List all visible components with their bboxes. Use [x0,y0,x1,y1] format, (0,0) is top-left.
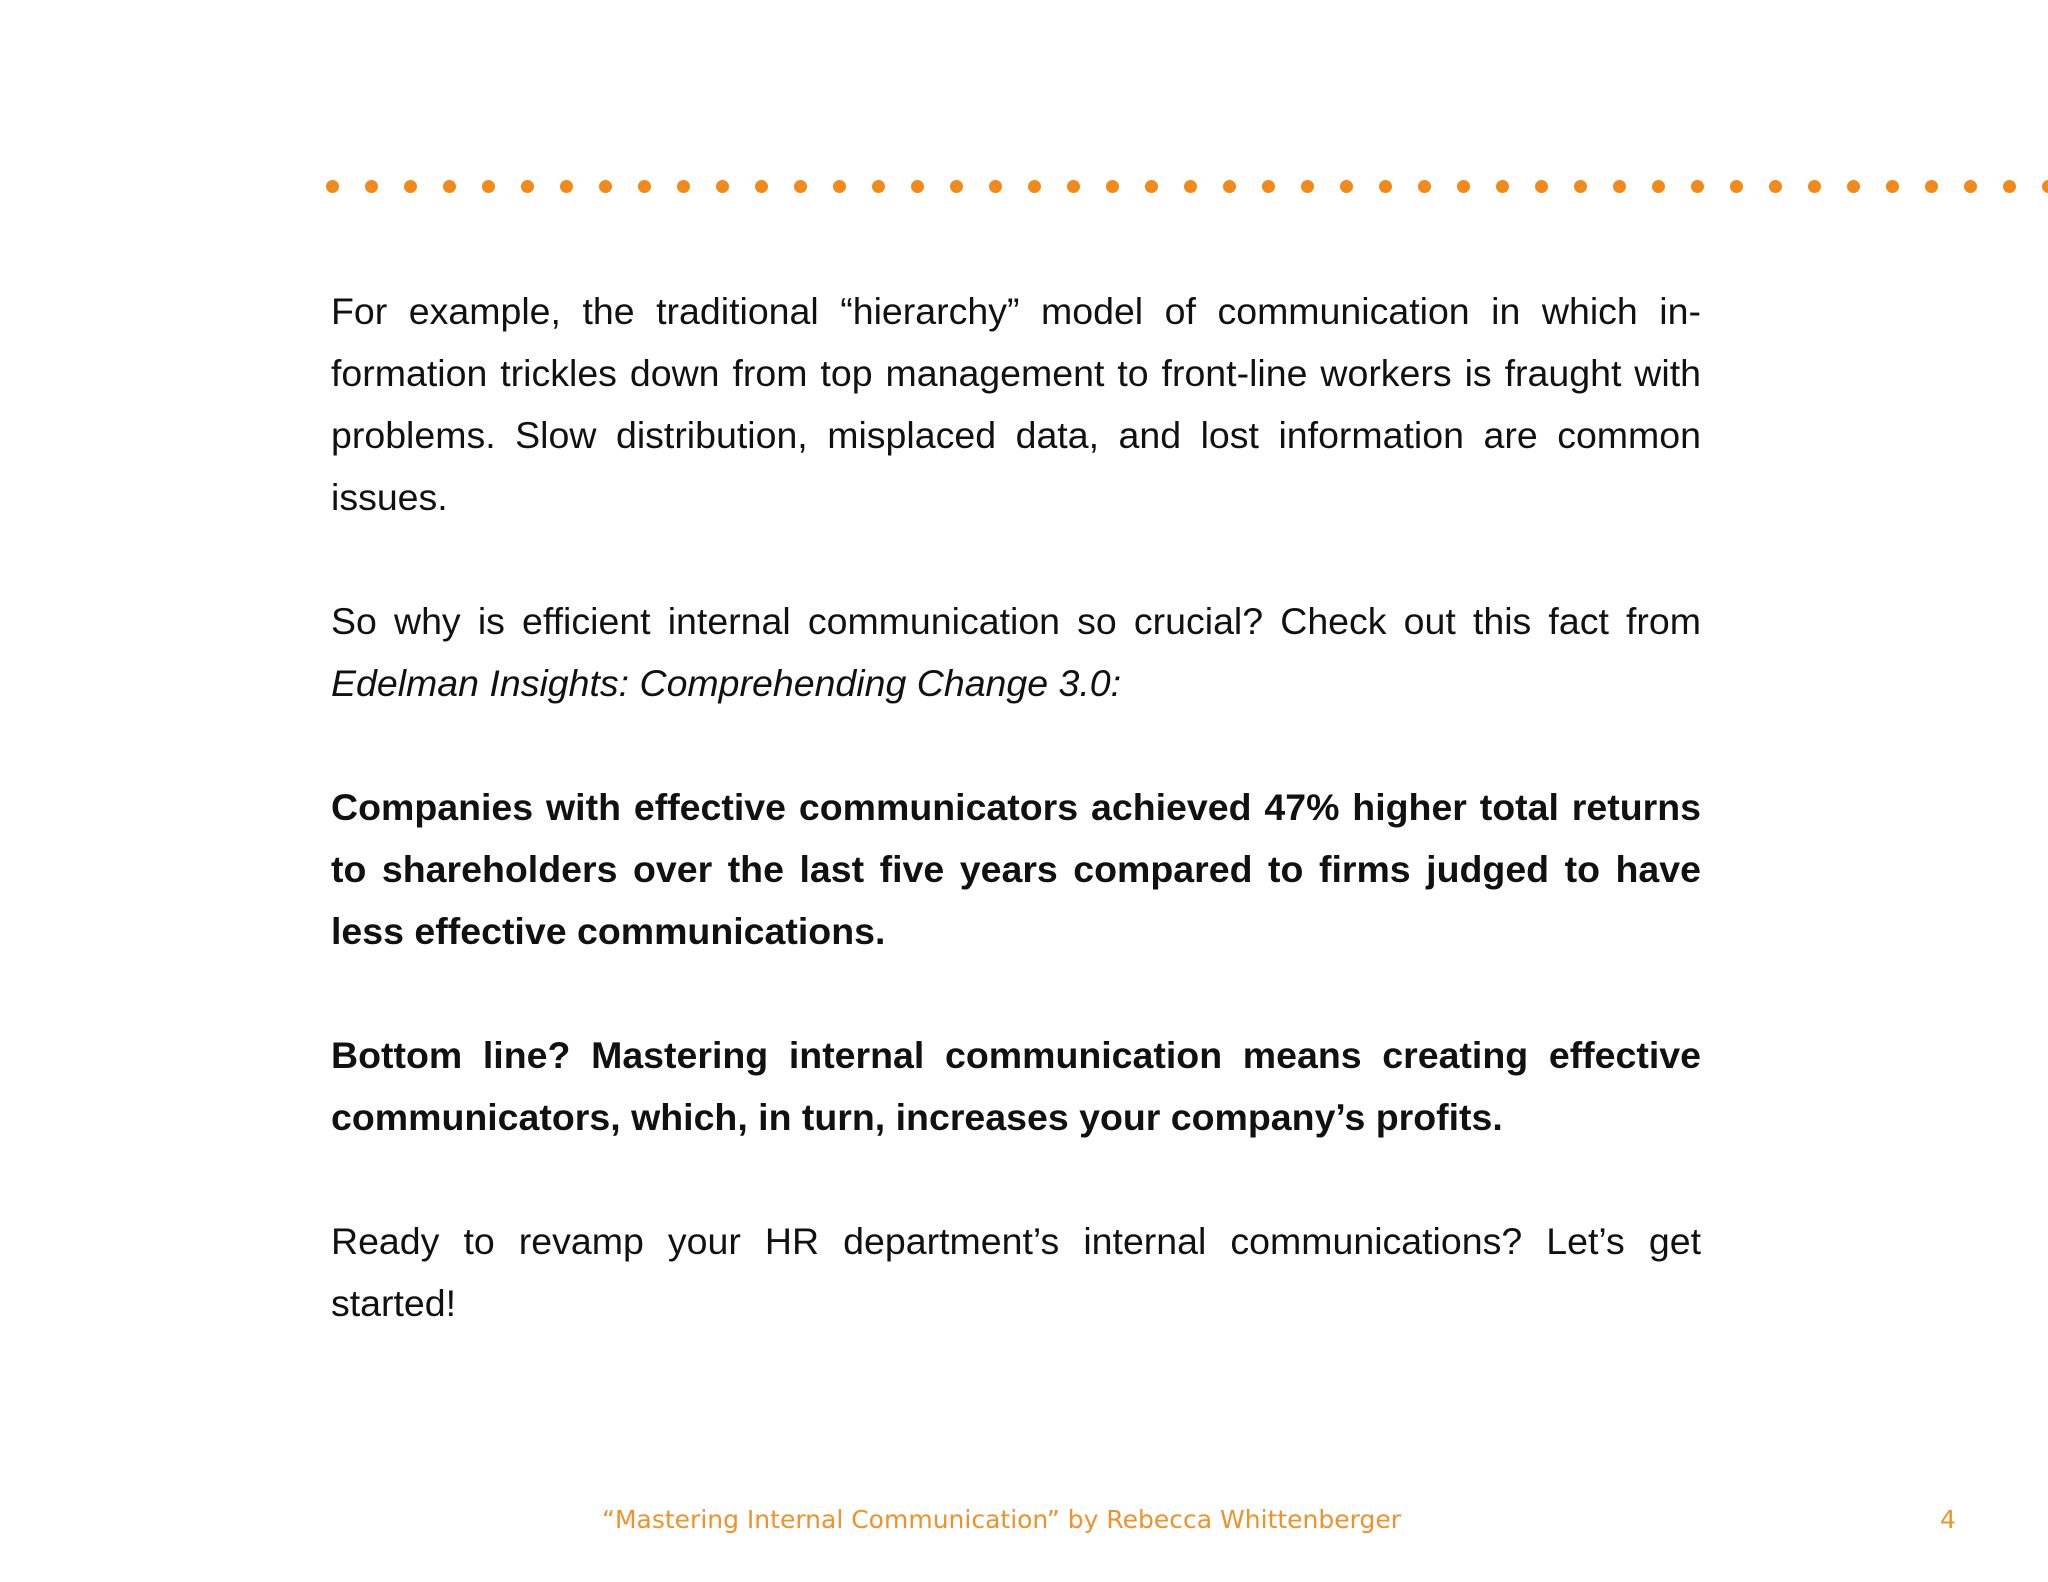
divider-dot [1730,180,1743,193]
divider-dot [1379,180,1392,193]
divider-dot [1223,180,1236,193]
divider-dot [1808,180,1821,193]
body-text [331,280,1701,1396]
paragraph-key-fact: Companies with effective communicators achieved 47% higher total returns to shareholders over the last five years compared to firms judged to have less effective communications. [331,786,1701,952]
divider-dot [560,180,573,193]
divider-dot [950,180,963,193]
divider-dot [1184,180,1197,193]
paragraph-hierarchy-model: For example, the traditional “hierarchy” model of communication in which information trickles down from top management to front-line workers is fraught with problems. Slow distribution, misplaced data, and lost information are common issues. [331,290,1701,518]
divider-dot [521,180,534,193]
divider-dot [911,180,924,193]
divider-dot [1301,180,1314,193]
divider-dot [1574,180,1587,193]
paragraph-why-crucial-text: So why is efficient internal communication so crucial? Check out this fact from [331,600,1701,642]
divider-dot [1886,180,1899,193]
divider-dot [872,180,885,193]
divider-dot [326,180,339,193]
page-number: 4 [1940,1505,1956,1534]
divider-dot [1847,180,1860,193]
divider-dot [443,180,456,193]
divider-dot [1457,180,1470,193]
divider-dot [1262,180,1275,193]
divider-dot [1340,180,1353,193]
divider-dot [1028,180,1041,193]
divider-dot [2042,180,2048,193]
divider-dot [1613,180,1626,193]
divider-dot [404,180,417,193]
divider-dot [989,180,1002,193]
divider-dot [755,180,768,193]
footer-title: “Mastering Internal Communication” by Rebecca Whittenberger [602,1505,1402,1534]
paragraph-why-crucial [331,590,1701,714]
divider-dot [1145,180,1158,193]
divider-dot [1106,180,1119,193]
paragraph-bottom-line: Bottom line? Mastering internal communication means creating effective communicators, which, in turn, increases your company’s profits. [331,1034,1701,1138]
divider-dot [1769,180,1782,193]
divider-dot [1418,180,1431,193]
divider-dot [365,180,378,193]
divider-dot [1067,180,1080,193]
source-citation: Edelman Insights: Comprehending Change 3.0: [331,662,1122,704]
divider-dot [677,180,690,193]
divider-dot [599,180,612,193]
divider-dot [833,180,846,193]
divider-dot [1925,180,1938,193]
divider-dot [1964,180,1977,193]
divider-dot [482,180,495,193]
divider-dot [1691,180,1704,193]
divider-dot [638,180,651,193]
divider-dot [1496,180,1509,193]
paragraph-call-to-action: Ready to revamp your HR department’s internal communications? Let’s get started! [331,1220,1701,1324]
divider-dot [1535,180,1548,193]
dotted-divider [326,180,2048,196]
divider-dot [1652,180,1665,193]
divider-dot [716,180,729,193]
divider-dot [794,180,807,193]
divider-dot [2003,180,2016,193]
